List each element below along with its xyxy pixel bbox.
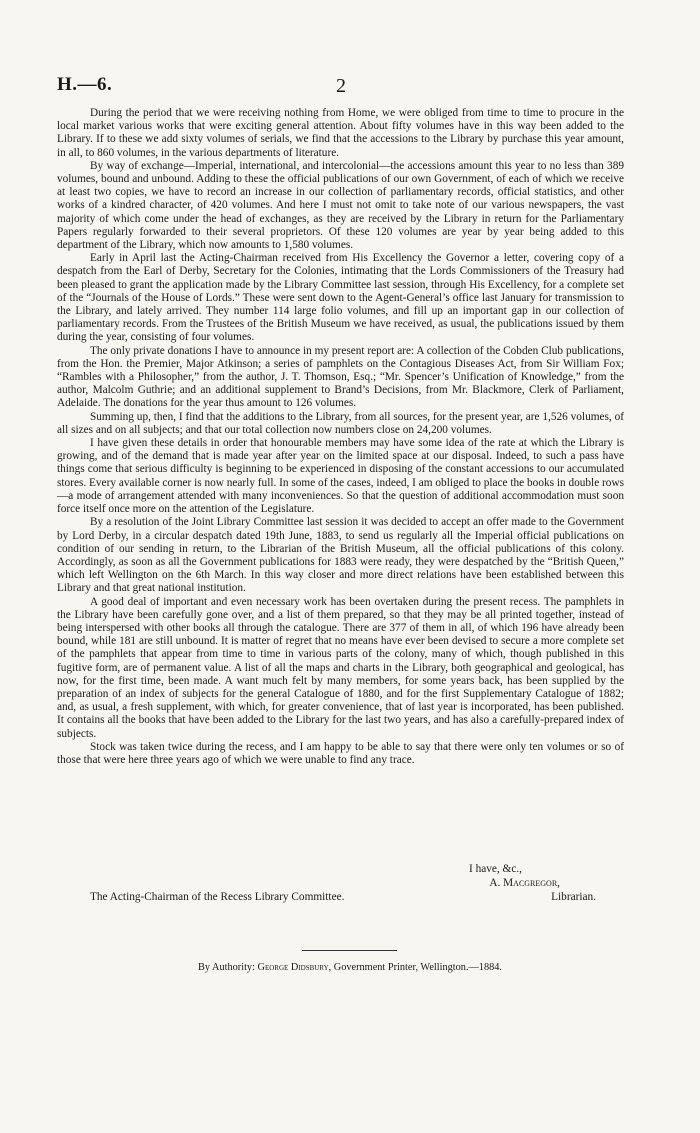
signatory-role: Librarian. <box>551 891 596 903</box>
page-number: 2 <box>336 75 346 97</box>
footer-divider <box>302 950 397 951</box>
paragraph-space: I have given these details in order that honourable members may have some idea of the rate at which the Library is growing, and of the demand that is made year after year on the limited space at our disposal. Indeed, to such a pass have things come that serious difficulty is beginning to be experienced in disposing of the constant accessions to our accumulated stores. Every available corner is now nearly full. In some of the cases, indeed, I am obliged to place the books in double rows—a mode of arrangement attended with many inconveniences. So that the question of additional accommodation must soon force itself once more on the attention of the Legislature. <box>57 437 624 516</box>
paper-reference: H.—6. <box>57 74 113 95</box>
paragraph-exchanges: By way of exchange—Imperial, international, and intercolonial—the accessions amount this year to no less than 389 volumes, bound and unbound. Adding to these the official publications of our own Government, of each of which we receive at least two copies, we have to record an increase in our collection of parliamentary records, official statistics, and other works of a kindred character, of 420 volumes. And here I must not omit to take note of our various newspapers, the vast majority of which come under the head of exchanges, as they are received by the Library in return for the Parliamentary Papers regularly forwarded to their several proprietors. Of these 120 volumes are year by year being added to this department of the Library, which now amounts to 1,580 volumes. <box>57 159 624 252</box>
imprint-footer <box>0 962 700 973</box>
imprint-prefix: By Authority: <box>198 962 255 973</box>
paragraph-purchases: During the period that we were receiving nothing from Home, we were obliged from time to time to procure in the local market various works that were exciting general attention. About fifty volumes have in this way been added to the Library. If to these we add sixty volumes of serials, we find that the accessions to the Library by purchase this year amount, in all, to 860 volumes, in the various departments of literature. <box>57 107 624 159</box>
report-body <box>57 107 624 767</box>
addressee: The Acting-Chairman of the Recess Library Committee. <box>90 891 345 903</box>
address-line <box>57 891 624 904</box>
imprint-printer: George Didsbury <box>257 962 329 973</box>
salutation: I have, &c., <box>468 863 522 875</box>
paragraph-recess-work: A good deal of important and even necessary work has been overtaken during the present recess. The pamphlets in the Library have been carefully gone over, and a list of them prepared, so that they may be all printed together, instead of being interspersed with other books all through the catalogue. There are 377 of them in all, of which 196 have already been bound, while 181 are still unbound. It is matter of regret that no means have ever been devised to secure a more complete set of the pamphlets that appear from time to time in various parts of the colony, many of which, though published in this fugitive form, are of permanent value. A list of all the maps and charts in the Library, both geographical and geological, has now, for the first time, been made. A want much felt by many members, for some years back, has been supplied by the preparation of an index of subjects for the general Catalogue of 1880, and for the first Supplementary Catalogue of 1882; and, as usual, a fresh supplement, with which, for greater convenience, that of last year is incorporated, has been published. It contains all the books that have been added to the Library for the last two years, and has also a carefully-prepared index of subjects. <box>57 595 624 740</box>
paragraph-donations: The only private donations I have to announce in my present report are: A collection of the Cobden Club publications, from the Hon. the Premier, Major Atkinson; a series of pamphlets on the Contagious Diseases Act, from Sir William Fox; “Rambles with a Philosopher,” from the author, J. T. Thomson, Esq.; “Mr. Spencer’s Unification of Knowledge,” from the author, Malcolm Guthrie; and an additional supplement to Brand’s Decisions, from Mr. Blackmore, Clerk of Parliament, Adelaide. The donations for the year thus amount to 126 volumes. <box>57 344 624 410</box>
paragraph-stocktaking: Stock was taken twice during the recess, and I am happy to be able to say that there were only ten volumes or so of those that were here three years ago of which we were unable to find any trace. <box>57 740 624 766</box>
paragraph-summary: Summing up, then, I find that the additions to the Library, from all sources, for the present year, are 1,526 volumes, of all sizes and on all subjects; and that our total collection now numbers close on 24,200 volumes. <box>57 410 624 436</box>
imprint-suffix: , Government Printer, Wellington.—1884. <box>328 962 502 973</box>
signature: A. Macgregor, <box>489 877 560 889</box>
paragraph-imperial-exchange: By a resolution of the Joint Library Committee last session it was decided to accept an offer made to the Government by Lord Derby, in a circular despatch dated 19th June, 1883, to send us regularly all the Imperial official publications on condition of our sending in return, to the Librarian of the British Museum, all the official publications of this colony. Accordingly, as soon as all the Government publications for 1883 were ready, they were despatched by the “British Queen,” which left Wellington on the 6th March. In this way closer and more direct relations have been established between this Library and that great national institution. <box>57 516 624 595</box>
paragraph-lords-journals: Early in April last the Acting-Chairman received from His Excellency the Governor a letter, covering copy of a despatch from the Earl of Derby, Secretary for the Colonies, intimating that the Lords Commissioners of the Treasury had been pleased to grant the application made by the Library Committee last session, through His Excellency, for a complete set of the “Journals of the House of Lords.” These were sent down to the Agent-General’s office last January for transmission to the Library, and lately arrived. They number 114 large folio volumes, and fill up an important gap in our collection of parliamentary records. From the Trustees of the British Museum we have received, as usual, the publications issued by them during the year, consisting of four volumes. <box>57 252 624 344</box>
